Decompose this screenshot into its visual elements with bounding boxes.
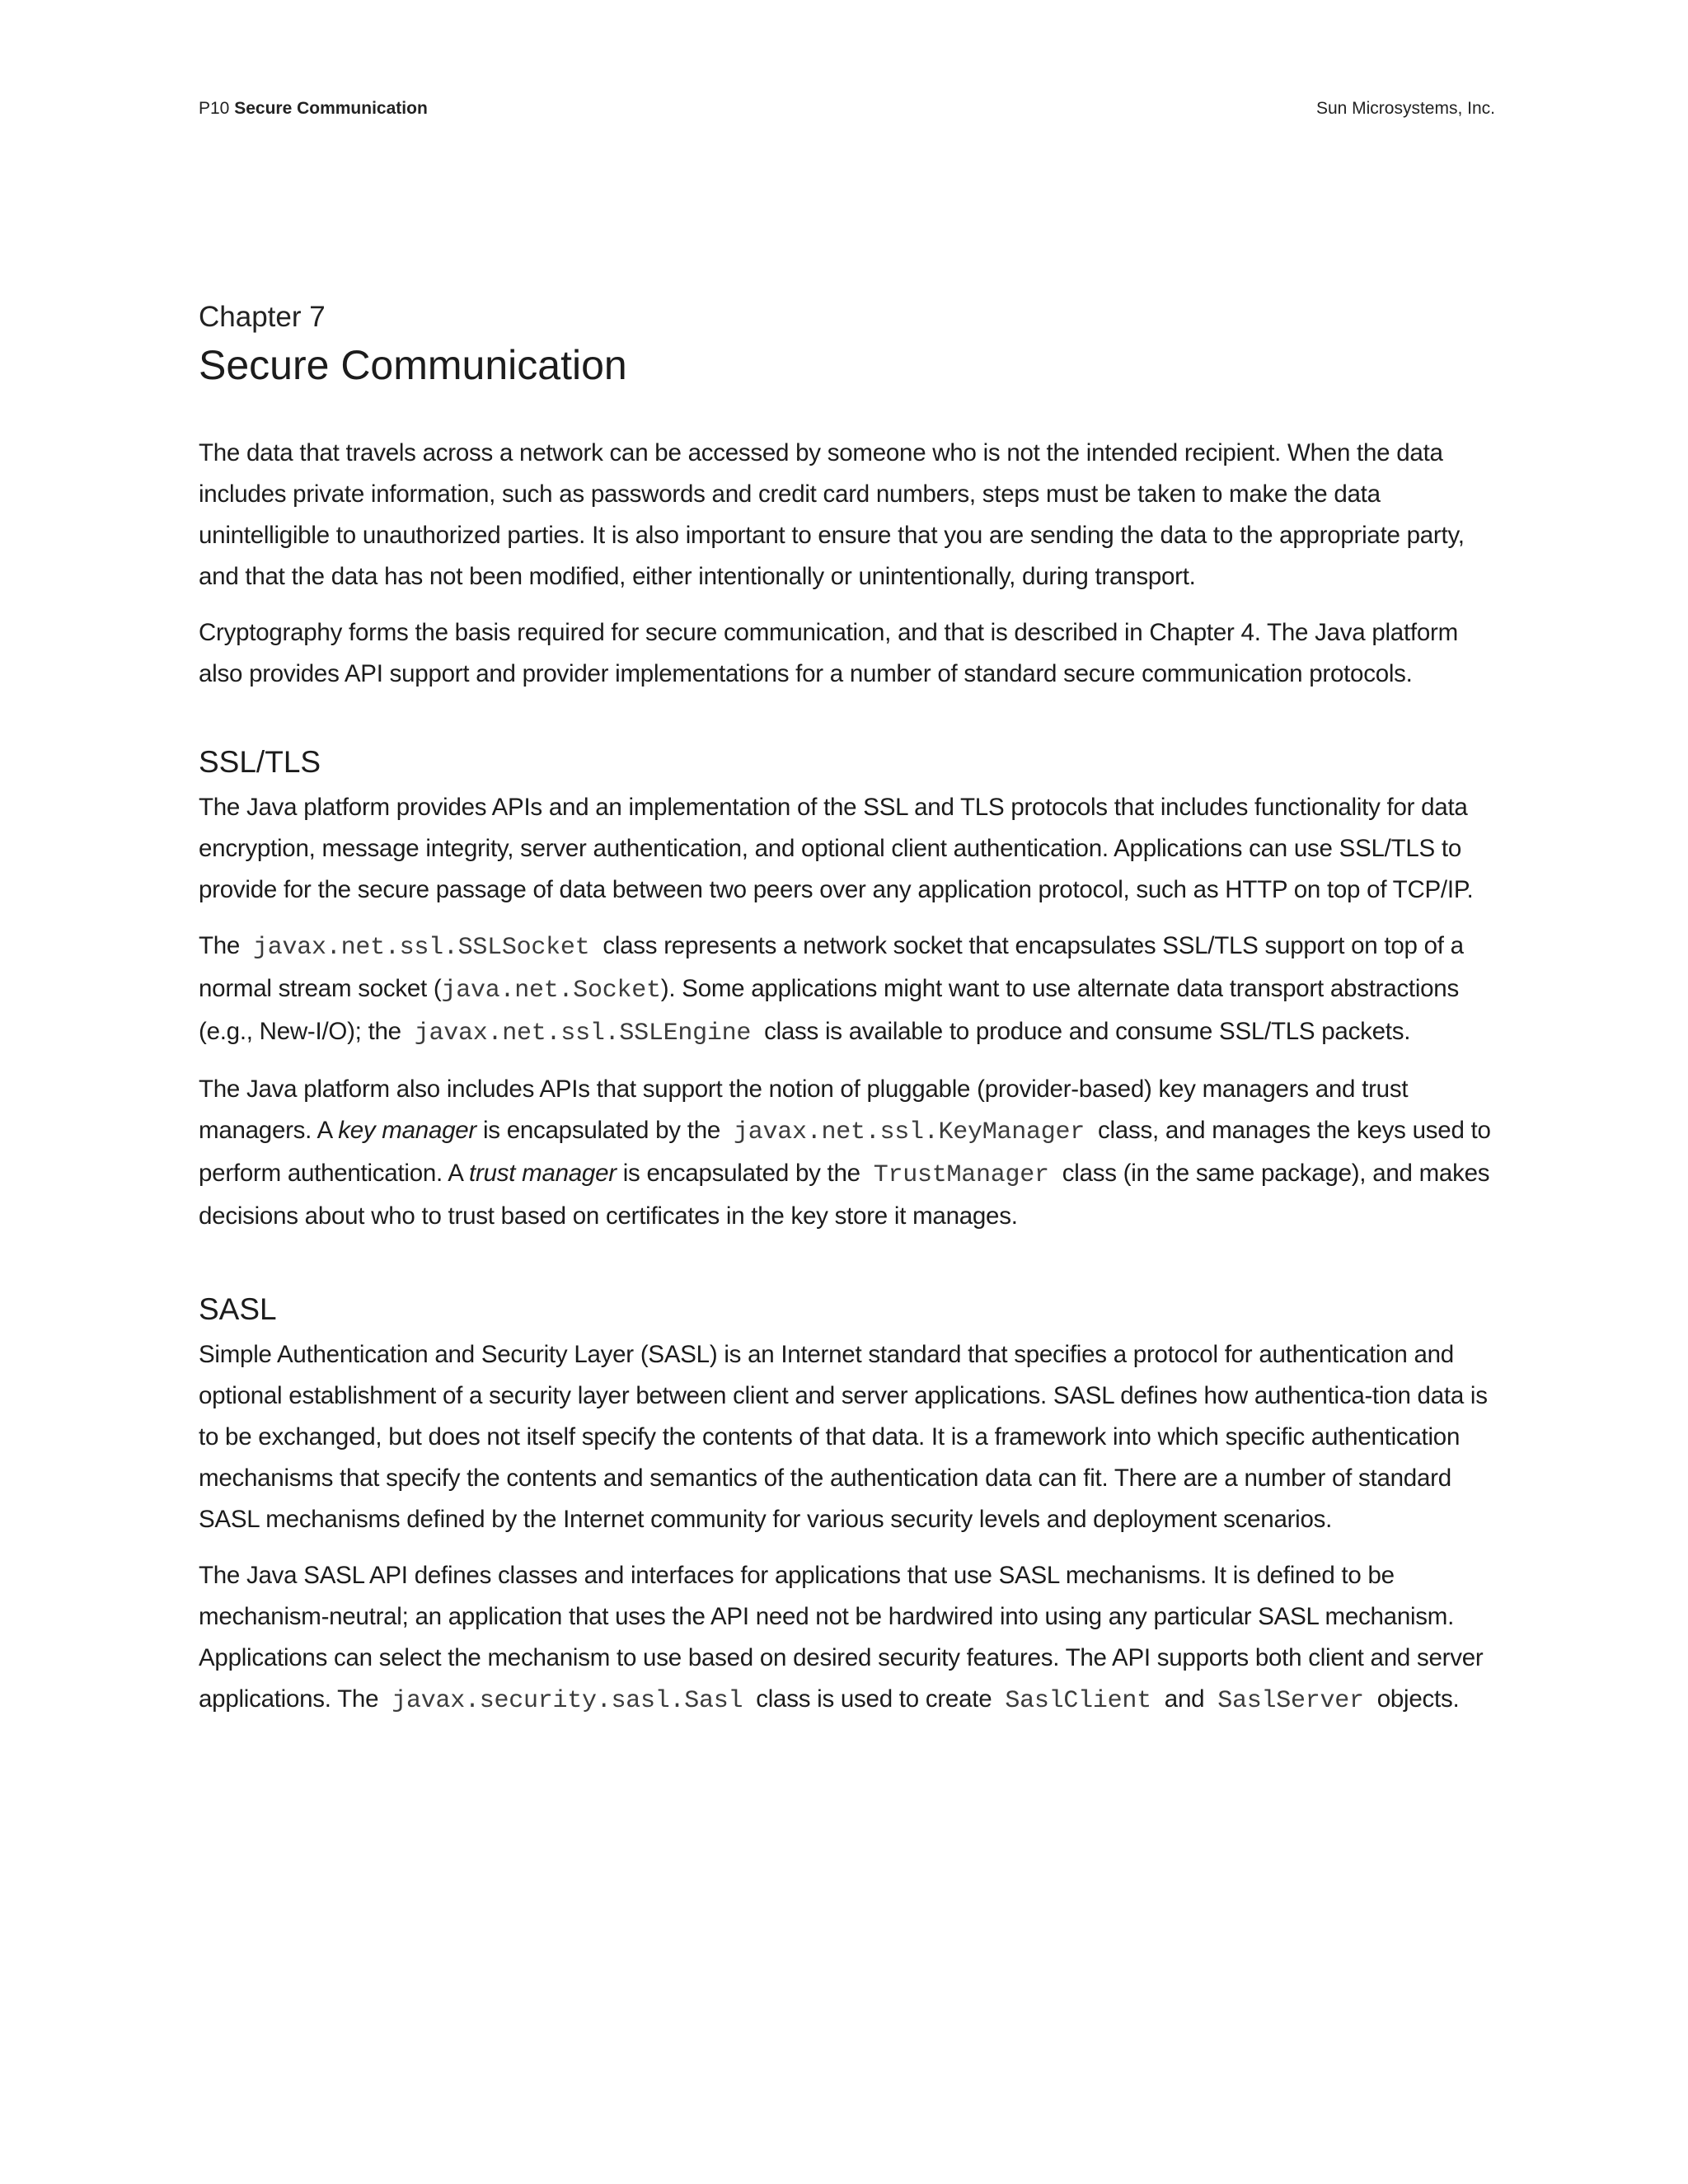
text-run: The Java platform also includes APIs that support the notion of pluggable (provider-based) key managers and trust managers. A: [199, 1076, 1409, 1144]
text-run: objects.: [1376, 1685, 1460, 1713]
code-socket: java.net.Socket: [441, 977, 661, 1005]
text-run: class (in the same package), and makes decisions about who to trust based on certificates in the key store it manages.: [199, 1160, 1490, 1230]
running-section-title: Secure Communication: [234, 99, 428, 118]
ssl-tls-paragraph-1: The Java platform provides APIs and an implementation of the SSL and TLS protocols that includes functionality for data encryption, message integrity, server authentication, and optional client authentication. Applications can use SSL/TLS to provide for the secure passage of data between two peers over any application protocol, such as HTTP on top of TCP/IP.: [199, 794, 1474, 903]
code-sasl: javax.security.sasl.Sasl: [392, 1687, 743, 1715]
sasl-paragraph-1: Simple Authentication and Security Layer (SASL) is an Internet standard that specifies a protocol for authentication and optional establishment of a security layer between client and server applications. SASL defines how authentica-tion data is to be exchanged, but does not itself specify the contents of that data. It is a framework into which specific authentication mechanisms that specify the contents and semantics of the authentication data can fit. There are a number of standard SASL mechanisms defined by the Internet community for various security levels and deployment scenarios.: [199, 1341, 1488, 1533]
code-trustmanager: TrustManager: [873, 1161, 1049, 1189]
code-saslclient: SaslClient: [1005, 1687, 1151, 1715]
section-heading-ssl-tls: SSL/TLS: [199, 745, 321, 779]
text-run: and: [1164, 1685, 1205, 1713]
code-keymanager: javax.net.ssl.KeyManager: [733, 1118, 1085, 1146]
text-run: class, and manages the keys used to perform authentication. A: [199, 1117, 1491, 1187]
main-content: [199, 301, 1501, 1722]
text-run: class is used to create: [756, 1685, 992, 1713]
text-run: is encapsulated by the: [476, 1117, 721, 1144]
chapter-title: Secure Communication: [199, 342, 627, 388]
ssl-tls-paragraph-2: [199, 926, 1501, 1054]
term-trust-manager: trust manager: [469, 1160, 617, 1187]
intro-paragraph-2: Cryptography forms the basis required for secure communication, and that is described in Chapter 4. The Java platform also provides API support and provider implementations for a number of standard secure communication protocols.: [199, 619, 1458, 687]
text-run: The Java SASL API defines classes and interfaces for applications that use SASL mechanisms. It is defined to be mechanism-neutral; an application that uses the API need not be hardwired into using any particular SASL mechanism. Applications can select the mechanism to use based on desired security features. The API supports both client and server applications. The: [199, 1562, 1484, 1713]
code-sslengine: javax.net.ssl.SSLEngine: [414, 1019, 752, 1047]
text-run: The: [199, 932, 241, 959]
sasl-paragraph-2: [199, 1555, 1501, 1722]
text-run: class is available to produce and consume SSL/TLS packets.: [764, 1018, 1411, 1045]
code-sslsocket: javax.net.ssl.SSLSocket: [253, 934, 590, 962]
page-number: P10: [199, 99, 230, 118]
text-run: is encapsulated by the: [616, 1160, 860, 1187]
code-saslserver: SaslServer: [1217, 1687, 1364, 1715]
chapter-label: Chapter 7: [199, 301, 326, 333]
running-header-publisher: Sun Microsystems, Inc.: [1315, 99, 1495, 118]
text-run: class represents a network socket that encapsulates SSL/TLS support on top of a normal stream socket (: [199, 932, 1464, 1002]
running-header-left: [199, 99, 428, 119]
intro-paragraph-1: The data that travels across a network can be accessed by someone who is not the intended recipient. When the data includes private information, such as passwords and credit card numbers, steps must be taken to make the data unintelligible to unauthorized parties. It is also important to ensure that you are sending the data to the appropriate party, and that the data has not been modified, either intentionally or unintentionally, during transport.: [199, 439, 1465, 590]
text-run: ). Some applications might want to use alternate data transport abstractions (e.g., New-I/O); the: [199, 975, 1459, 1045]
ssl-tls-paragraph-3: [199, 1069, 1501, 1237]
term-key-manager: key manager: [338, 1117, 476, 1144]
section-heading-sasl: SASL: [199, 1292, 277, 1326]
